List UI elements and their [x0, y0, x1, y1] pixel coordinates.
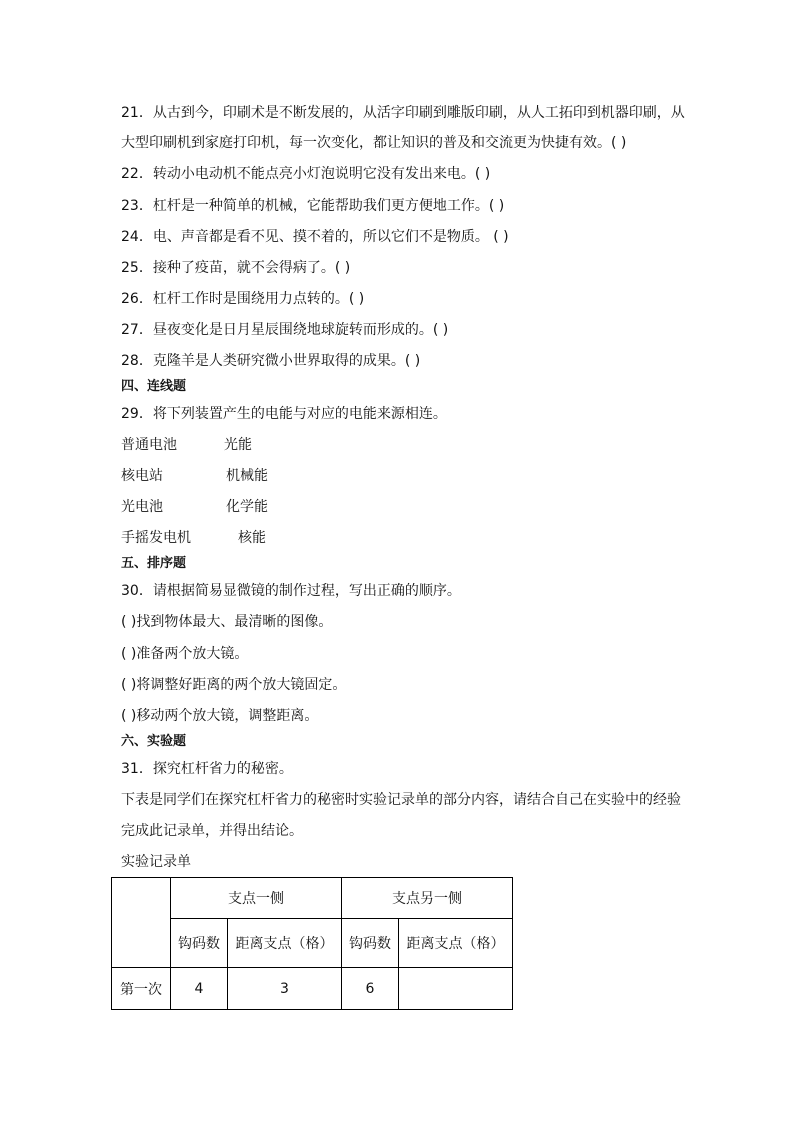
question-26: 26．杠杆工作时是围绕用力点转的。( ) — [121, 291, 365, 307]
question-21-line-1: 21．从古到今，印刷术是不断发展的，从活字印刷到雕版印刷，从人工拓印到机器印刷，从 — [121, 105, 685, 121]
section-4-heading: 四、连线题 — [121, 379, 187, 394]
question-27: 27．昼夜变化是日月星辰围绕地球旋转而形成的。( ) — [121, 322, 449, 338]
source-item: 机械能 — [226, 468, 268, 484]
table-cell-right-count: 6 — [342, 968, 399, 1010]
table-caption: 实验记录单 — [121, 854, 191, 870]
table-corner-cell — [112, 878, 171, 968]
experiment-intro-line-1: 下表是同学们在探究杠杆省力的秘密时实验记录单的部分内容，请结合自己在实验中的经验 — [121, 792, 681, 808]
section-5-heading: 五、排序题 — [121, 556, 187, 571]
ordering-step: ( )移动两个放大镜，调整距离。 — [121, 708, 319, 724]
table-group-right: 支点另一侧 — [342, 878, 513, 919]
table-subheader-count: 钩码数 — [171, 919, 228, 968]
question-31: 31．探究杠杆省力的秘密。 — [121, 761, 293, 777]
table-row — [112, 968, 513, 1010]
table-subheader-distance: 距离支点（格） — [228, 919, 342, 968]
question-22: 22．转动小电动机不能点亮小灯泡说明它没有发出来电。( ) — [121, 166, 491, 182]
question-28: 28．克隆羊是人类研究微小世界取得的成果。( ) — [121, 353, 421, 369]
table-cell-right-distance[interactable] — [399, 968, 513, 1010]
table-subheader-distance: 距离支点（格） — [399, 919, 513, 968]
question-29: 29．将下列装置产生的电能与对应的电能来源相连。 — [121, 406, 447, 422]
question-25: 25．接种了疫苗，就不会得病了。( ) — [121, 260, 351, 276]
section-6-heading: 六、实验题 — [121, 734, 187, 749]
ordering-step: ( )找到物体最大、最清晰的图像。 — [121, 614, 333, 630]
source-item: 核能 — [238, 530, 266, 546]
question-30: 30．请根据简易显微镜的制作过程，写出正确的顺序。 — [121, 583, 461, 599]
device-item: 核电站 — [121, 468, 163, 484]
table-cell-left-count: 4 — [171, 968, 228, 1010]
device-item: 普通电池 — [121, 437, 177, 453]
table-row-label: 第一次 — [112, 968, 171, 1010]
experiment-intro-line-2: 完成此记录单，并得出结论。 — [121, 823, 303, 839]
ordering-step: ( )准备两个放大镜。 — [121, 646, 249, 662]
question-24: 24．电、声音都是看不见、摸不着的，所以它们不是物质。 ( ) — [121, 229, 509, 245]
table-group-left: 支点一侧 — [171, 878, 342, 919]
source-item: 光能 — [224, 437, 252, 453]
experiment-record-table — [111, 877, 513, 1010]
question-21-line-2: 大型印刷机到家庭打印机，每一次变化，都让知识的普及和交流更为快捷有效。( ) — [121, 135, 627, 151]
device-item: 手摇发电机 — [121, 530, 191, 546]
ordering-step: ( )将调整好距离的两个放大镜固定。 — [121, 677, 347, 693]
table-cell-left-distance: 3 — [228, 968, 342, 1010]
source-item: 化学能 — [226, 499, 268, 515]
device-item: 光电池 — [121, 499, 163, 515]
table-subheader-count: 钩码数 — [342, 919, 399, 968]
question-23: 23．杠杆是一种简单的机械，它能帮助我们更方便地工作。( ) — [121, 198, 505, 214]
